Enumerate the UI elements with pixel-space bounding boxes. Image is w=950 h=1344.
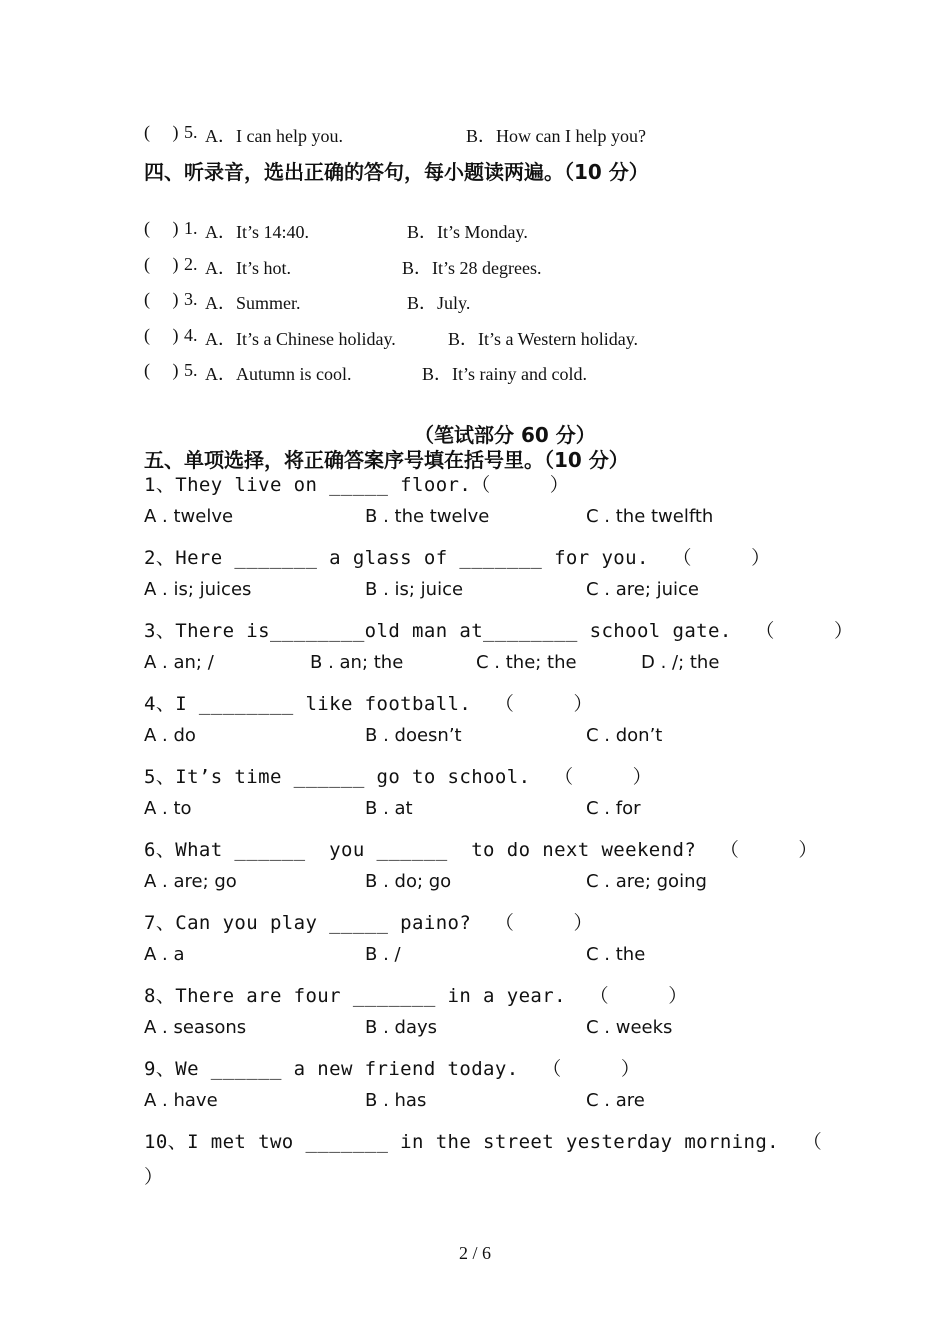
- section5-q3-option-c: C . the; the: [476, 652, 577, 673]
- section4-q1-option-a: A．It’s 14:40.: [205, 222, 310, 242]
- section5-q8-option-a: A . seasons: [144, 1017, 247, 1038]
- section5-q9-stem: 9、We ______ a new friend today. （ ）: [144, 1058, 641, 1080]
- section4-q4-paren: ( ): [144, 325, 179, 345]
- section5-q3-option-d: D . /; the: [641, 652, 720, 673]
- section5-q7-option-c: C . the: [586, 944, 646, 965]
- section4-q2-number: 2.: [184, 254, 198, 274]
- section4-q4-option-a: A．It’s a Chinese holiday.: [205, 329, 396, 349]
- section5-q1-option-c: C . the twelfth: [586, 506, 714, 527]
- section4-title: 四、听录音，选出正确的答句，每小题读两遍。（10 分）: [144, 160, 649, 184]
- section5-q1-option-b: B . the twelve: [365, 506, 490, 527]
- section5-q10-stem: 10、I met two _______ in the street yesterday morning. （: [144, 1131, 823, 1153]
- section4-q1-number: 1.: [184, 218, 198, 238]
- section5-q6-option-a: A . are; go: [144, 871, 237, 892]
- section5-q6-option-c: C . are; going: [586, 871, 707, 892]
- section4-q5-paren: ( ): [144, 360, 179, 380]
- section4-q3-option-a: A．Summer.: [205, 293, 301, 313]
- section5-q8-option-c: C . weeks: [586, 1017, 673, 1038]
- section5-q1-option-a: A . twelve: [144, 506, 234, 527]
- section5-q5-option-a: A . to: [144, 798, 192, 819]
- section4-q3-paren: ( ): [144, 289, 179, 309]
- section5-q5-stem: 5、It’s time ______ go to school. （ ）: [144, 766, 653, 788]
- section5-q6-option-b: B . do; go: [365, 871, 452, 892]
- listening-prev-q5-number: 5.: [184, 122, 198, 142]
- page-number: 2 / 6: [458, 1243, 491, 1263]
- section5-q9-option-b: B . has: [365, 1090, 427, 1111]
- section4-q4-option-b: B．It’s a Western holiday.: [448, 329, 639, 349]
- section5-q4-stem: 4、I ________ like football. （ ）: [144, 693, 593, 715]
- section5-q2-stem: 2、Here _______ a glass of _______ for you. （ ）: [144, 547, 771, 569]
- section5-title: 五、单项选择，将正确答案序号填在括号里。（10 分）: [144, 448, 629, 472]
- listening-prev-q5-option-a: A．I can help you.: [205, 126, 343, 146]
- section5-q4-option-b: B . doesn’t: [365, 725, 462, 746]
- listening-prev-q5-option-b: B．How can I help you?: [466, 126, 646, 146]
- section4-q2-option-b: B．It’s 28 degrees.: [402, 258, 542, 278]
- section4-q2-option-a: A．It’s hot.: [205, 258, 292, 278]
- section5-q7-option-b: B . /: [365, 944, 401, 965]
- section5-q2-option-a: A . is; juices: [144, 579, 252, 600]
- section5-q3-option-a: A . an; /: [144, 652, 214, 673]
- section5-q3-option-b: B . an; the: [310, 652, 404, 673]
- section4-q2-paren: ( ): [144, 254, 179, 274]
- section5-q1-stem: 1、They live on _____ floor.（ ）: [144, 474, 570, 496]
- section4-q1-paren: ( ): [144, 218, 179, 238]
- section5-q9-option-a: A . have: [144, 1090, 218, 1111]
- section4-q5-option-b: B．It’s rainy and cold.: [422, 364, 587, 384]
- section5-q7-option-a: A . a: [144, 944, 185, 965]
- section5-q8-stem: 8、There are four _______ in a year. （ ）: [144, 985, 688, 1007]
- section5-q4-option-a: A . do: [144, 725, 196, 746]
- listening-prev-q5-paren: ( ): [144, 122, 179, 142]
- section5-q5-option-c: C . for: [586, 798, 641, 819]
- section5-q5-option-b: B . at: [365, 798, 413, 819]
- section4-q3-number: 3.: [184, 289, 198, 309]
- section5-q7-stem: 7、Can you play _____ paino? （ ）: [144, 912, 593, 934]
- section4-q3-option-b: B．July.: [407, 293, 471, 313]
- section5-q3-stem: 3、There is________old man at________ school gate. （ ）: [144, 620, 854, 642]
- section5-q9-option-c: C . are: [586, 1090, 645, 1111]
- section5-q2-option-b: B . is; juice: [365, 579, 464, 600]
- section5-q8-option-b: B . days: [365, 1017, 437, 1038]
- section4-q1-option-b: B．It’s Monday.: [407, 222, 528, 242]
- section5-q10-stem-continued: ）: [144, 1166, 164, 1188]
- written-part-heading: （笔试部分 60 分）: [414, 423, 596, 447]
- section5-q6-stem: 6、What ______ you ______ to do next weekend? （ ）: [144, 839, 818, 861]
- section5-q4-option-c: C . don’t: [586, 725, 663, 746]
- section5-q2-option-c: C . are; juice: [586, 579, 700, 600]
- section4-q5-number: 5.: [184, 360, 198, 380]
- section4-q4-number: 4.: [184, 325, 198, 345]
- section4-q5-option-a: A．Autumn is cool.: [205, 364, 352, 384]
